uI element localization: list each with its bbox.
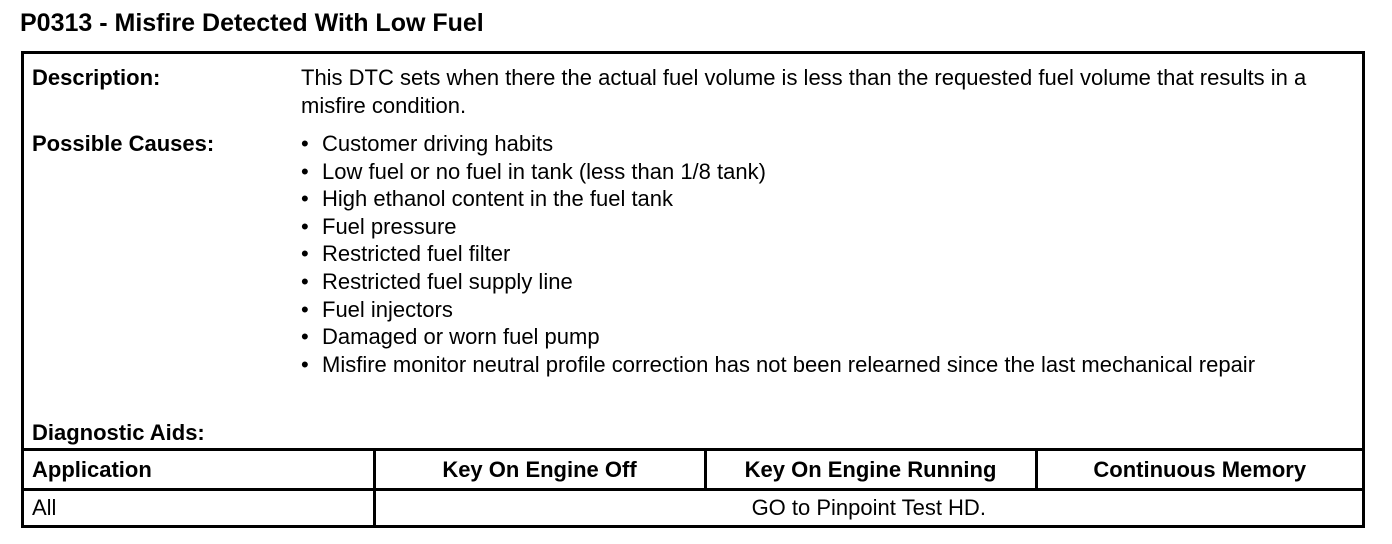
bullet-icon: • — [301, 351, 309, 377]
dtc-info-box — [21, 51, 1365, 528]
cause-text: Restricted fuel supply line — [322, 268, 573, 294]
cell-pinpoint-test-action: GO to Pinpoint Test HD. — [374, 490, 1362, 526]
header-key-on-engine-running: Key On Engine Running — [705, 450, 1036, 490]
bullet-icon: • — [301, 296, 309, 322]
bullet-icon: • — [301, 186, 309, 212]
list-item — [301, 158, 1351, 186]
bullet-icon: • — [301, 158, 309, 184]
bullet-icon: • — [301, 324, 309, 350]
table-row — [24, 490, 1362, 526]
list-item — [301, 130, 1351, 158]
cause-text: Damaged or worn fuel pump — [322, 324, 600, 350]
cause-text: Restricted fuel filter — [322, 241, 511, 267]
list-item — [301, 323, 1351, 351]
page-title: P0313 - Misfire Detected With Low Fuel — [20, 9, 484, 37]
bullet-icon: • — [301, 213, 309, 239]
header-application: Application — [24, 450, 374, 490]
possible-causes-list — [301, 130, 1351, 378]
list-item — [301, 268, 1351, 296]
diagnostic-aids-label: Diagnostic Aids: — [32, 420, 205, 445]
description-label: Description: — [32, 65, 161, 90]
list-item — [301, 351, 1351, 379]
header-continuous-memory: Continuous Memory — [1036, 450, 1362, 490]
cause-text: Misfire monitor neutral profile correction has not been relearned since the last mechanical repair — [322, 351, 1256, 377]
cause-text: Fuel injectors — [322, 296, 453, 322]
cause-text: Fuel pressure — [322, 213, 457, 239]
application-table — [24, 448, 1362, 525]
cell-application: All — [24, 490, 374, 526]
description-text: This DTC sets when there the actual fuel volume is less than the requested fuel volume that results in a misfire condition. — [301, 65, 1307, 118]
list-item — [301, 296, 1351, 324]
bullet-icon: • — [301, 268, 309, 294]
list-item — [301, 240, 1351, 268]
list-item — [301, 213, 1351, 241]
list-item — [301, 185, 1351, 213]
bullet-icon: • — [301, 241, 309, 267]
bullet-icon: • — [301, 131, 309, 156]
header-key-on-engine-off: Key On Engine Off — [374, 450, 705, 490]
possible-causes-label: Possible Causes: — [32, 131, 215, 156]
cause-text: Low fuel or no fuel in tank (less than 1/8 tank) — [322, 158, 766, 184]
cause-text: Customer driving habits — [322, 131, 554, 156]
cause-text: High ethanol content in the fuel tank — [322, 186, 674, 212]
table-header-row — [24, 450, 1362, 490]
